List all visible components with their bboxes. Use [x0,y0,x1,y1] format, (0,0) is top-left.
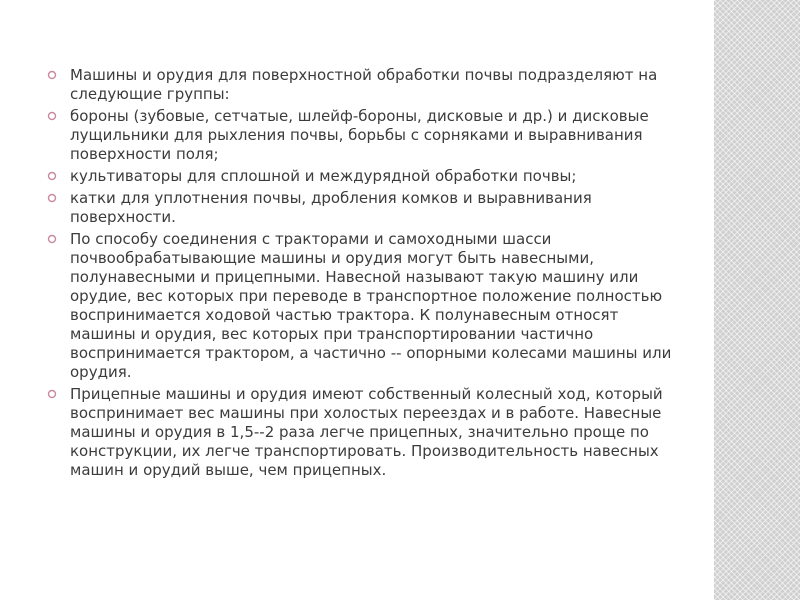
circle-bullet-icon [46,108,58,124]
bullet-item [46,230,676,382]
circle-bullet-icon [46,168,58,184]
bullet-item [46,167,676,186]
bullet-item [46,107,676,164]
circle-bullet-icon [46,231,58,247]
bullet-text: культиваторы для сплошной и междурядной обработки почвы; [70,167,577,185]
bullet-item [46,66,676,104]
bullet-text: Прицепные машины и орудия имеют собственный колесный ход, который воспринимает вес машины при холостых переездах и в работе. Навесные машины и орудия в 1,5--2 раза легче прицепных, значительно проще по конструкции, их легче транспортировать. Производительность навесных машин и орудий выше, чем прицепных. [70,385,663,479]
circle-bullet-icon [46,67,58,83]
bullet-text: Машины и орудия для поверхностной обработки почвы подразделяют на следующие группы: [70,66,658,103]
bullet-item [46,385,676,480]
circle-bullet-icon [46,190,58,206]
circle-bullet-icon [46,386,58,402]
decorative-side-panel [714,0,800,600]
bullet-list [46,66,676,480]
slide-content [46,66,676,483]
bullet-text: По способу соединения с тракторами и самоходными шасси почвообрабатывающие машины и орудия могут быть навесными, полунавесными и прицепными. Навесной называют такую машину или орудие, вес которых при переводе в транспортное положение полностью воспринимается ходовой частью трактора. К полунавесным относят машины и орудия, вес которых при транспортировании частично воспринимается трактором, а частично -- опорными колесами машины или орудия. [70,230,672,381]
bullet-item [46,189,676,227]
bullet-text: бороны (зубовые, сетчатые, шлейф-бороны, дисковые и др.) и дисковые лущильники для рыхления почвы, борьбы с сорняками и выравнивания поверхности поля; [70,107,649,163]
bullet-text: катки для уплотнения почвы, дробления комков и выравнивания поверхности. [70,189,592,226]
